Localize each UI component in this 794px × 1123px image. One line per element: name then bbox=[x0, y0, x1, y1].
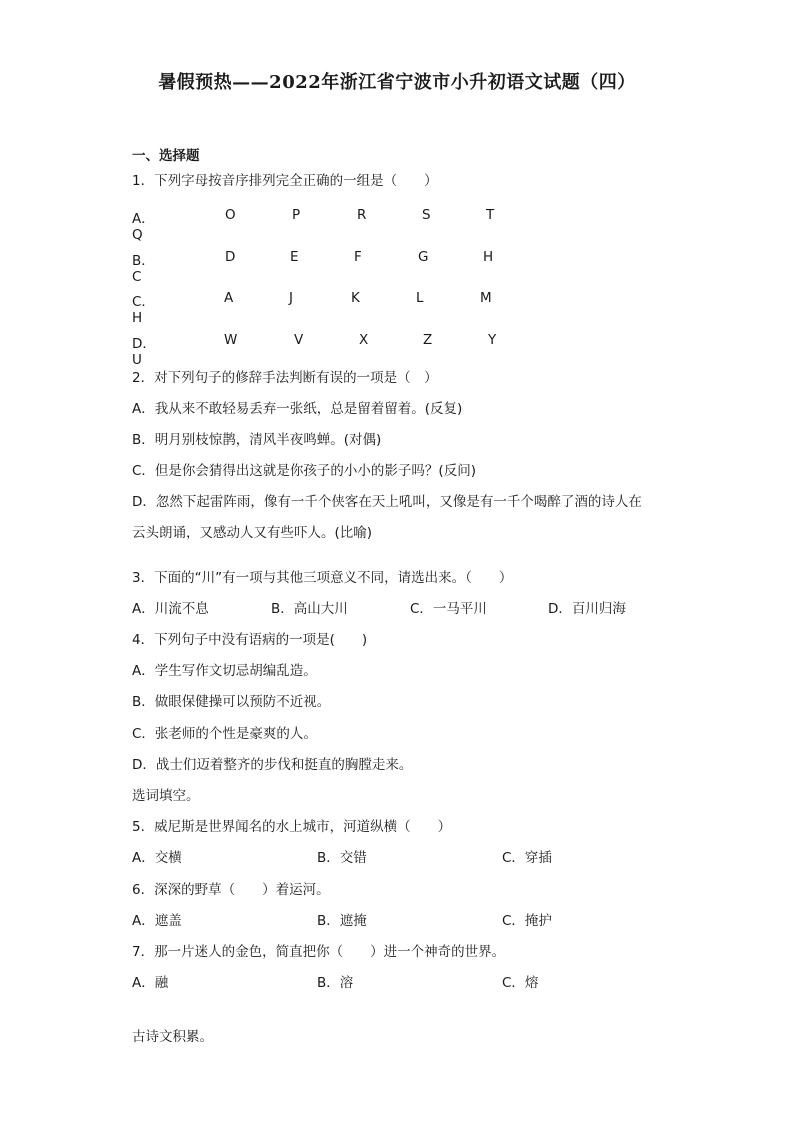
question-5-stem: 5．威尼斯是世界闻名的水上城市，河道纵横（ ） bbox=[132, 819, 452, 835]
q4-option-a: A．学生写作文切忌胡编乱造。 bbox=[132, 663, 317, 679]
question-3-stem: 3．下面的“川”有一项与其他三项意义不同，请选出来。（ ） bbox=[132, 570, 513, 586]
option-label: D．U bbox=[132, 336, 156, 368]
q5-option-a: A．交横 bbox=[132, 850, 182, 866]
q4-option-b: B．做眼保健操可以预防不近视。 bbox=[132, 694, 331, 710]
letter: W bbox=[224, 332, 238, 348]
q2-option-b: B．明月别枝惊鹊，清风半夜鸣蝉。(对偶) bbox=[132, 432, 382, 448]
letter: X bbox=[359, 332, 369, 348]
letter: G bbox=[418, 249, 429, 265]
q3-option-c: C．一马平川 bbox=[410, 601, 487, 617]
q6-option-b: B．遮掩 bbox=[317, 913, 367, 929]
question-4-stem: 4．下列句子中没有语病的一项是( ) bbox=[132, 632, 368, 648]
q6-option-a: A．遮盖 bbox=[132, 913, 182, 929]
poetry-instruction: 古诗文积累。 bbox=[132, 1029, 213, 1045]
q2-option-d-line1: D．忽然下起雷阵雨，像有一千个侠客在天上吼叫，又像是有一千个喝醉了酒的诗人在 bbox=[132, 494, 642, 510]
letter: V bbox=[294, 332, 304, 348]
option-label: A．Q bbox=[132, 211, 155, 243]
q3-option-b: B．高山大川 bbox=[271, 601, 348, 617]
letter: F bbox=[354, 249, 362, 265]
letter: O bbox=[225, 207, 236, 223]
q6-option-c: C．掩护 bbox=[502, 913, 552, 929]
q7-option-b: B．溶 bbox=[317, 975, 354, 991]
letter: S bbox=[422, 207, 431, 223]
letter: L bbox=[416, 290, 424, 306]
letter: R bbox=[357, 207, 367, 223]
q4-option-d: D．战士们迈着整齐的步伐和挺直的胸膛走来。 bbox=[132, 757, 413, 773]
letter: M bbox=[480, 290, 492, 306]
q3-option-d: D．百川归海 bbox=[548, 601, 626, 617]
q3-option-a: A．川流不息 bbox=[132, 601, 209, 617]
section-heading: 一、选择题 bbox=[132, 148, 200, 164]
letter: P bbox=[292, 207, 301, 223]
q2-option-c: C．但是你会猜得出这就是你孩子的小小的影子吗？(反问) bbox=[132, 463, 476, 479]
question-1-stem: 1．下列字母按音序排列完全正确的一组是（ ） bbox=[132, 173, 438, 189]
option-label: B．C bbox=[132, 253, 155, 285]
question-7-stem: 7．那一片迷人的金色，简直把你（ ）进一个神奇的世界。 bbox=[132, 944, 506, 960]
letter: J bbox=[289, 290, 293, 306]
letter: Z bbox=[423, 332, 433, 348]
letter: K bbox=[351, 290, 360, 306]
letter: D bbox=[225, 249, 236, 265]
question-6-stem: 6．深深的野草（ ）着运河。 bbox=[132, 882, 330, 898]
option-label: C．H bbox=[132, 294, 155, 326]
q7-option-c: C．熔 bbox=[502, 975, 539, 991]
letter: A bbox=[224, 290, 234, 306]
q5-option-c: C．穿插 bbox=[502, 850, 552, 866]
page-title: 暑假预热——2022年浙江省宁波市小升初语文试题（四） bbox=[158, 72, 636, 93]
q2-option-d-line2: 云头朗诵，又感动人又有些吓人。(比喻) bbox=[132, 525, 373, 541]
q2-option-a: A．我从来不敢轻易丢弃一张纸，总是留着留着。(反复) bbox=[132, 401, 463, 417]
letter: T bbox=[486, 207, 495, 223]
question-2-stem: 2．对下列句子的修辞手法判断有误的一项是（ ） bbox=[132, 370, 438, 386]
q5-option-b: B．交错 bbox=[317, 850, 367, 866]
letter: Y bbox=[488, 332, 497, 348]
letter: E bbox=[290, 249, 299, 265]
q4-option-c: C．张老师的个性是豪爽的人。 bbox=[132, 726, 317, 742]
fill-in-instruction: 选词填空。 bbox=[132, 788, 200, 804]
letter: H bbox=[483, 249, 494, 265]
q7-option-a: A．融 bbox=[132, 975, 169, 991]
